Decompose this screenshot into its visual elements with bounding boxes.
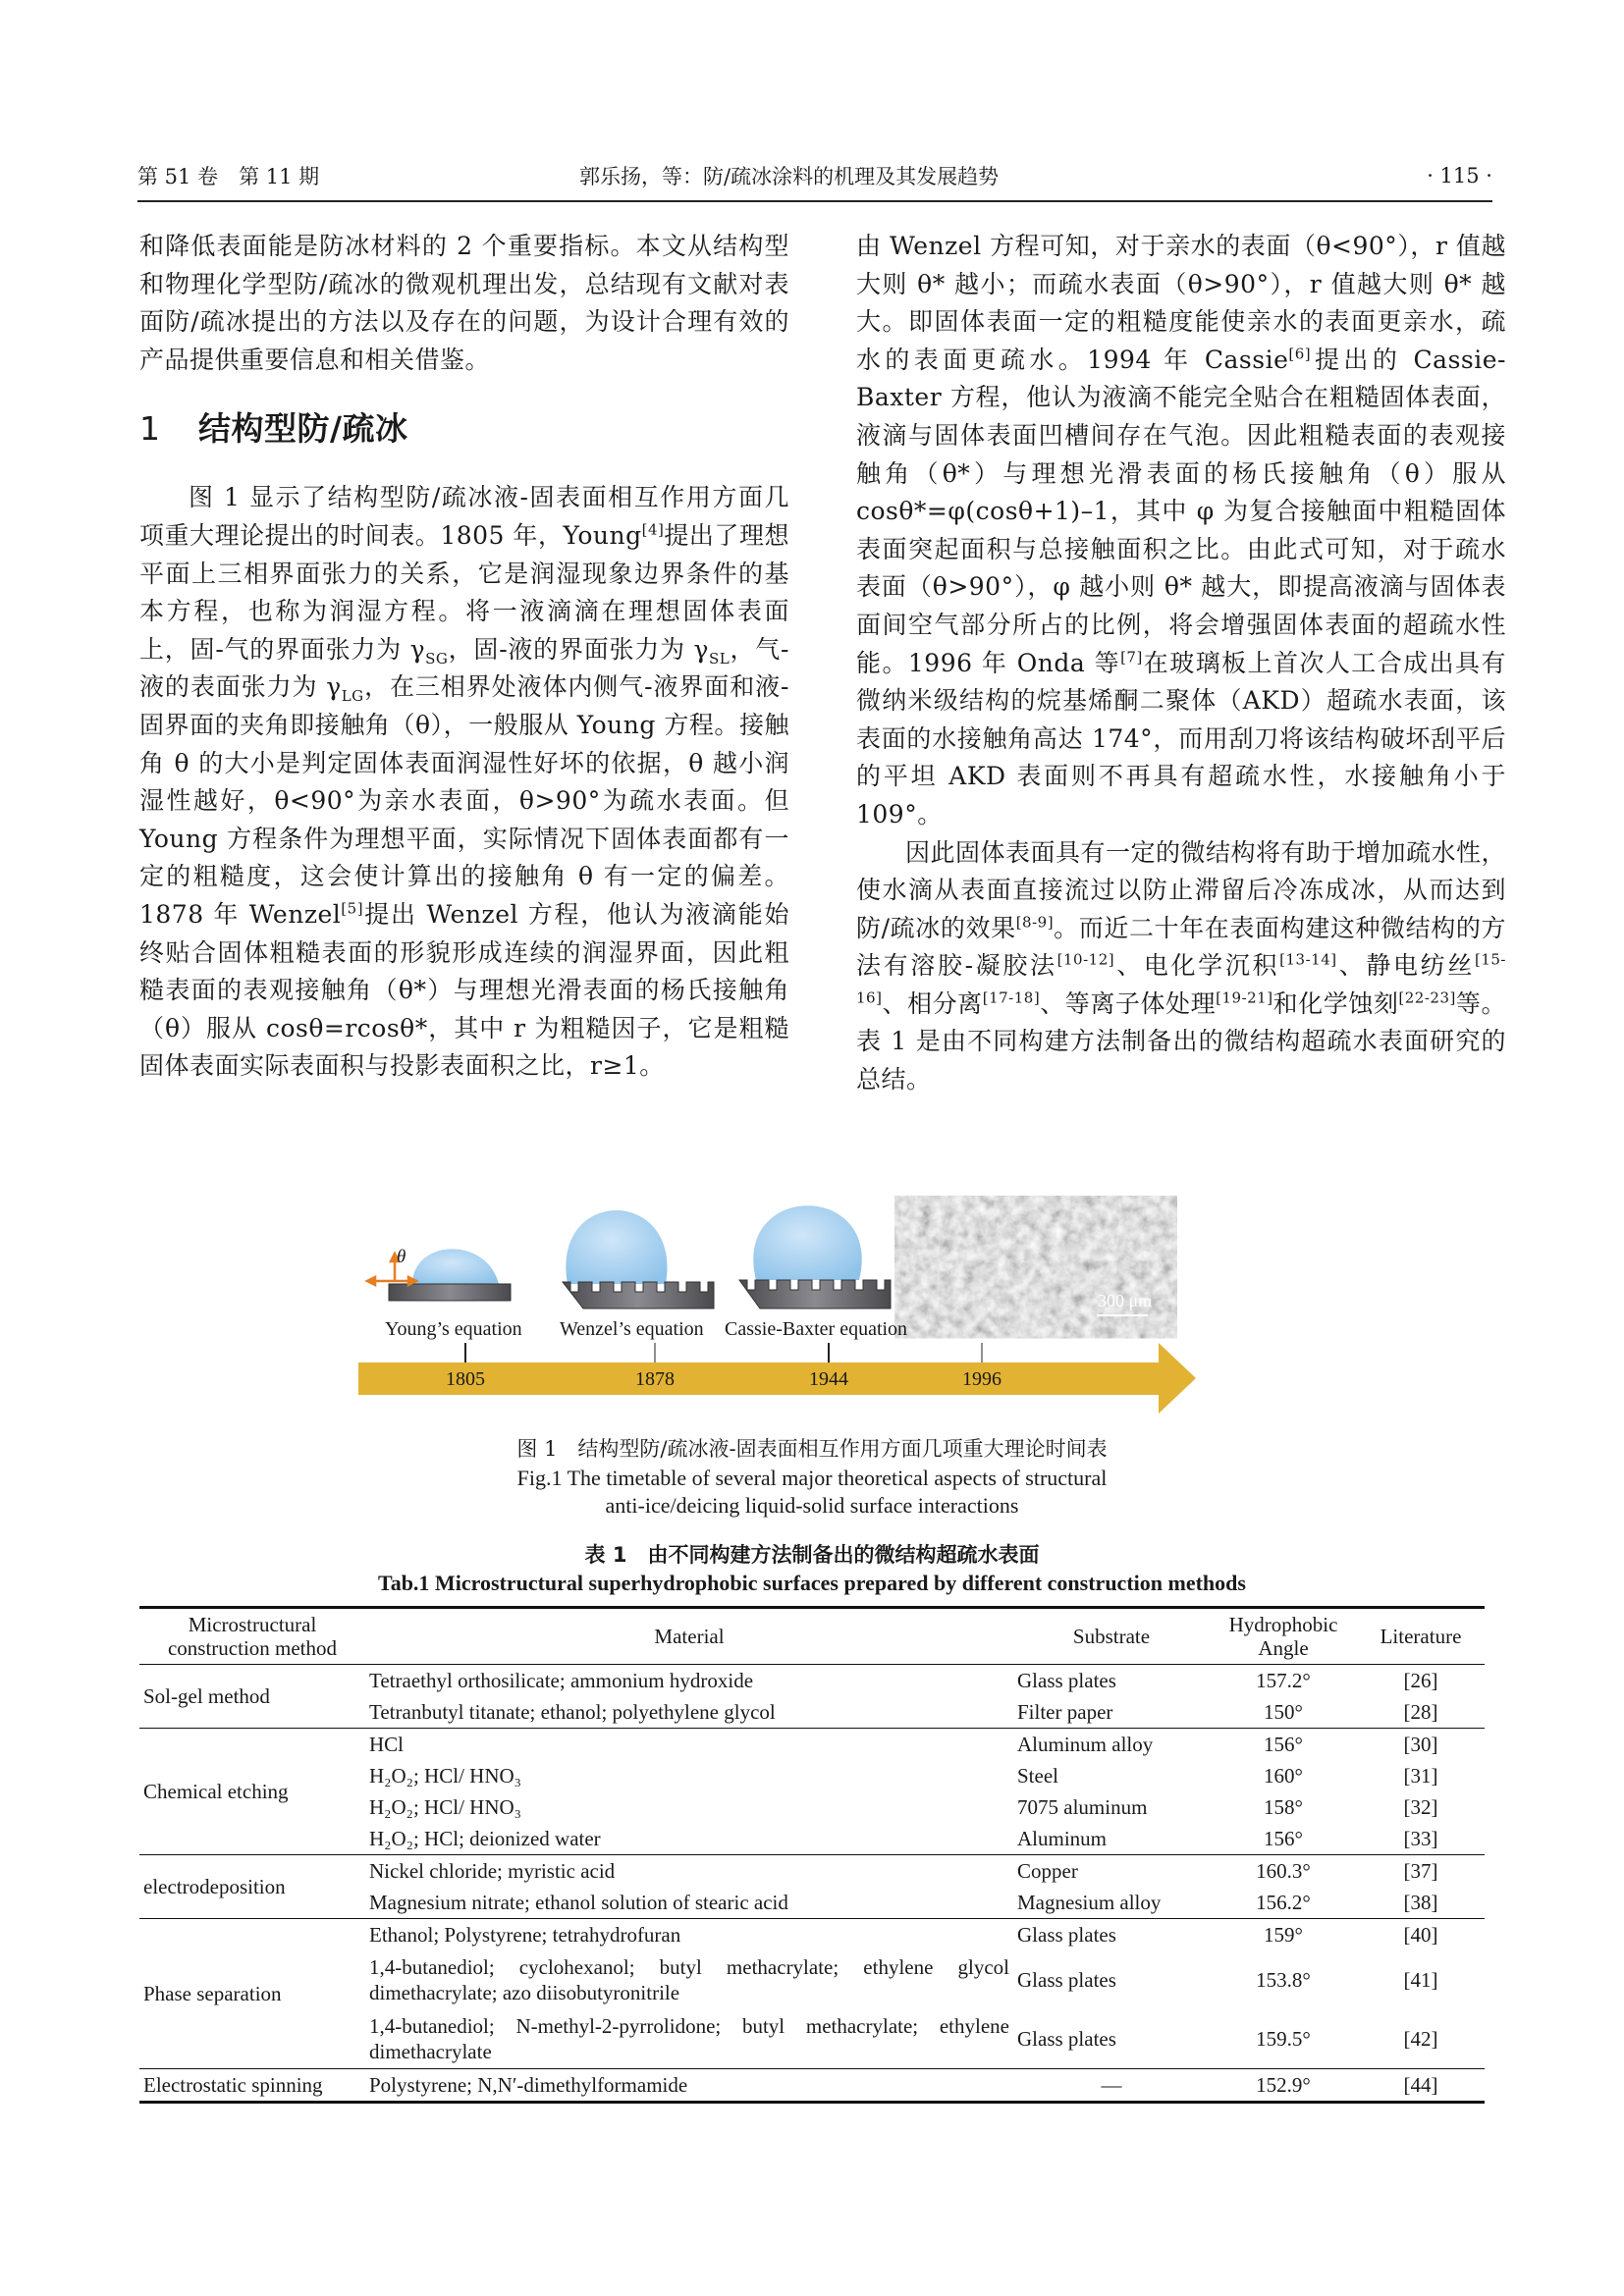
text-run: 和化学蚀刻 — [1272, 988, 1399, 1018]
cell-material: 1,4-butanediol; N-methyl-2-pyrrolidone; butyl methacrylate; ethylene dimethacrylate — [369, 2014, 1009, 2063]
cell-material: H₂O₂; HCl; deionized water — [369, 1827, 601, 1850]
text-run: 等。表 1 是由不同构建方法制备出的微结构超疏水表面研究的总结。 — [856, 988, 1506, 1095]
cell-substrate: Filter paper — [1017, 1700, 1113, 1724]
cell-method: Phase separation — [139, 1919, 365, 2069]
running-head — [137, 159, 1492, 192]
year-1805: 1805 — [446, 1368, 485, 1390]
cell-substrate: Magnesium alloy — [1017, 1891, 1162, 1914]
right-column — [856, 228, 1506, 1099]
cell-angle: 160° — [1264, 1764, 1303, 1788]
table-body — [139, 1665, 1485, 2103]
paragraph-young-wenzel — [139, 479, 789, 1086]
table-row — [139, 1665, 1485, 1697]
cell-angle: 153.8° — [1256, 1968, 1311, 1992]
year-1944: 1944 — [809, 1368, 848, 1390]
table-title-en: Tab.1 Microstructural superhydrophobic surfaces prepared by different construction methods — [378, 1571, 1246, 1595]
cell-angle: 156° — [1210, 1729, 1357, 1761]
cell-literature: [31] — [1403, 1764, 1438, 1788]
cell-substrate: Glass plates — [1017, 1968, 1116, 1992]
header-method — [139, 1608, 365, 1665]
cell-material: HCl — [365, 1729, 1013, 1761]
cell-literature: [40] — [1357, 1919, 1485, 1951]
header-text: Microstructural — [188, 1613, 317, 1636]
cell-material: Tetranbutyl titanate; ethanol; polyethylene glycol — [369, 1700, 776, 1724]
cell-angle: 160.3° — [1210, 1855, 1357, 1888]
citation-ref: [22-23] — [1398, 988, 1456, 1007]
volume-issue: 第 51 卷 第 11 期 — [137, 165, 320, 188]
cell-angle: 156° — [1264, 1827, 1303, 1850]
figure-caption-en — [295, 1465, 1329, 1520]
table-row — [139, 1919, 1485, 1951]
header-text: Hydrophobic — [1228, 1613, 1338, 1636]
cell-angle: 150° — [1264, 1700, 1303, 1724]
table-row — [139, 2069, 1485, 2103]
cell-literature: [33] — [1403, 1827, 1438, 1850]
section-title: 结构型防/疏冰 — [198, 409, 408, 449]
cassie-substrate — [739, 1280, 891, 1308]
citation-ref: [5] — [341, 899, 364, 918]
cell-substrate: Copper — [1013, 1855, 1210, 1888]
cell-material: Magnesium nitrate; ethanol solution of stearic acid — [369, 1891, 788, 1914]
left-column — [139, 228, 789, 1086]
cell-substrate: Glass plates — [1017, 1669, 1116, 1692]
cell-angle: 157.2° — [1256, 1669, 1311, 1692]
page-number: · 115 · — [1427, 164, 1492, 187]
wenzel-substrate — [563, 1282, 714, 1308]
paragraph-methods — [856, 834, 1506, 1099]
wenzel-droplet — [566, 1210, 667, 1284]
young-droplet — [412, 1249, 499, 1284]
cell-material: H₂O₂; HCl/ HNO₃ — [369, 1795, 521, 1819]
theta-label: θ — [397, 1247, 406, 1267]
table-row — [139, 1855, 1485, 1888]
cell-literature: [42] — [1403, 2027, 1438, 2051]
header-material: Material — [365, 1608, 1013, 1665]
cell-literature: [44] — [1357, 2069, 1485, 2103]
cell-literature: [38] — [1403, 1891, 1438, 1914]
text-run: 、静电纺丝 — [1336, 951, 1475, 981]
text-run: ，在三相界处液体内侧气-液界面和液-固界面的夹角即接触角（θ），一般服从 Young 方程。接触角 θ 的大小是判定固体表面润湿性好坏的依据，θ 越小润湿性越好，θ<90°为亲水表面，θ>90°为疏水表面。但 Young 方程条件为理想平面，实际情况下固体表面都有一定的粗糙度，这会使计算出的接触角 θ 有一定的偏差。1878 年 Wenzel — [139, 672, 789, 929]
header-text: Angle — [1258, 1636, 1309, 1660]
cell-angle: 159.5° — [1256, 2027, 1311, 2051]
header-rule — [137, 200, 1492, 202]
citation-ref: [19-21] — [1216, 988, 1273, 1007]
label-cassie-baxter: Cassie-Baxter equation — [725, 1318, 908, 1340]
cell-substrate: Glass plates — [1017, 2027, 1116, 2051]
scale-bar-label: 300 μm — [1098, 1291, 1153, 1310]
citation-ref: [13-14] — [1279, 950, 1337, 969]
cell-method: Electrostatic spinning — [139, 2069, 365, 2103]
cell-substrate: — — [1013, 2069, 1210, 2103]
cell-substrate: 7075 aluminum — [1017, 1795, 1148, 1819]
label-wenzel: Wenzel’s equation — [560, 1318, 704, 1340]
citation-ref: [15-16] — [856, 950, 1506, 1007]
cell-material: Nickel chloride; myristic acid — [365, 1855, 1013, 1888]
citation-ref: [10-12] — [1056, 950, 1115, 969]
text-run: 、等离子体处理 — [1040, 988, 1217, 1018]
cell-literature: [26] — [1403, 1669, 1438, 1692]
cell-substrate: Steel — [1017, 1764, 1058, 1788]
subscript: SL — [708, 649, 731, 667]
table-row — [139, 1729, 1485, 1761]
cell-substrate: Aluminum alloy — [1013, 1729, 1210, 1761]
text-run: 在玻璃板上首次人工合成出具有微纳米级结构的烷基烯酮二聚体（AKD）超疏水表面，该表面的水接触角高达 174°，而用刮刀将该结构破坏刮平后的平坦 AKD 表面则不再具有超疏水性，水接触角小于 109°。 — [856, 648, 1506, 828]
intro-paragraph: 和降低表面能是防冰材料的 2 个重要指标。本文从结构型和物理化学型防/疏冰的微观机理出发，总结现有文献对表面防/疏冰提出的方法以及存在的问题，为设计合理有效的产品提供重要信息和相关借鉴。 — [139, 232, 789, 374]
citation-ref: [8-9] — [1015, 913, 1055, 932]
text-run: 提出 Wenzel 方程，他认为液滴能始终贴合固体粗糙表面的形貌形成连续的润湿界面，因此粗糙表面的表观接触角（θ*）与理想光滑表面的杨氏接触角（θ）服从 cosθ=rcosθ*，其中 r 为粗糙因子，它是粗糙固体表面实际表面积与投影表面积之比，r≥1。 — [139, 899, 789, 1081]
cell-literature: [37] — [1357, 1855, 1485, 1888]
timeline-graphic — [353, 1196, 1286, 1431]
year-1878: 1878 — [635, 1368, 675, 1390]
text-run: 提出的 Cassie-Baxter 方程，他认为液滴不能完全贴合在粗糙固体表面，液滴与固体表面凹槽间存在气泡。因此粗糙表面的表观接触角（θ*）与理想光滑表面的杨氏接触角（θ）服从 cosθ*=φ(cosθ+1)–1，其中 φ 为复合接触面中粗糙固体表面突起面积与总接触面积之比。由此式可知，对于疏水表面（θ>90°），φ 越小则 θ* 越大，即提高液滴与固体表面间空气部分所占的比例，将会增强固体表面的超疏水性能。1996 年 Onda 等 — [856, 345, 1506, 677]
subscript: LG — [341, 687, 364, 706]
paragraph-cassie — [856, 228, 1506, 834]
cell-literature: [41] — [1403, 1968, 1438, 1992]
contact-angle-arrows-icon — [367, 1254, 416, 1285]
citation-ref: [7] — [1120, 648, 1143, 667]
caption-line: anti-ice/deicing liquid-solid surface interactions — [605, 1493, 1019, 1518]
cell-literature: [30] — [1357, 1729, 1485, 1761]
cell-material: Tetraethyl orthosilicate; ammonium hydroxide — [369, 1669, 754, 1692]
header-substrate: Substrate — [1013, 1608, 1210, 1665]
section-number: 1 — [139, 409, 161, 449]
cell-material: H₂O₂; HCl/ HNO₃ — [369, 1764, 521, 1788]
cell-method: Chemical etching — [139, 1729, 365, 1855]
text-run: 提出了理想平面上三相界面张力的关系，它是润湿现象边界条件的基本方程，也称为润湿方程。将一液滴滴在理想固体表面上，固-气的界面张力为 γ — [139, 520, 789, 664]
cell-angle: 156.2° — [1256, 1891, 1311, 1914]
text-run: ，固-液的界面张力为 γ — [448, 634, 709, 664]
text-run: ，气-液的表面张力为 γ — [139, 634, 789, 702]
caption-line: Fig.1 The timetable of several major theoretical aspects of structural — [516, 1466, 1108, 1490]
cell-angle: 158° — [1264, 1795, 1303, 1819]
figure-caption-cn: 图 1 结构型防/疏冰液-固表面相互作用方面几项重大理论时间表 — [516, 1437, 1108, 1461]
citation-ref: [17-18] — [982, 988, 1041, 1007]
young-substrate — [389, 1284, 511, 1301]
text-run: 图 1 显示了结构型防/疏冰液-固表面相互作用方面几项重大理论提出的时间表。1805 年，Young — [139, 483, 789, 550]
header-text: construction method — [167, 1636, 338, 1660]
figure-1-timeline — [353, 1196, 1286, 1431]
superhydrophobic-table — [139, 1606, 1485, 2104]
cassie-droplet — [753, 1205, 861, 1280]
cell-material: Ethanol; Polystyrene; tetrahydrofuran — [365, 1919, 1013, 1951]
text-run: 因此固体表面具有一定的微结构将有助于增加疏水性，使水滴从表面直接流过以防止滞留后冷冻成冰，从而达到防/疏冰的效果 — [856, 837, 1507, 942]
section-heading — [139, 408, 789, 450]
label-young: Young’s equation — [385, 1318, 522, 1340]
header-angle — [1210, 1608, 1357, 1665]
cell-material: Polystyrene; N,N′-dimethylformamide — [365, 2069, 1013, 2103]
text-run: 。而近二十年在表面构建这种微结构的方法有溶胶-凝胶法 — [856, 913, 1506, 981]
cell-substrate: Glass plates — [1013, 1919, 1210, 1951]
header-literature: Literature — [1357, 1608, 1485, 1665]
subscript: SG — [425, 649, 449, 667]
cell-literature: [28] — [1403, 1700, 1438, 1724]
text-run: 、电化学沉积 — [1114, 951, 1280, 981]
cell-angle: 152.9° — [1210, 2069, 1357, 2103]
cell-literature: [32] — [1403, 1795, 1438, 1819]
cell-method: electrodeposition — [139, 1855, 365, 1919]
text-run: 由 Wenzel 方程可知，对于亲水的表面（θ<90°），r 值越大则 θ* 越小；而疏水表面（θ>90°），r 值越大则 θ* 越大。即固体表面一定的粗糙度能使亲水的表面更亲水，疏水的表面更疏水。1994 年 Cassie — [856, 232, 1506, 374]
cell-material: 1,4-butanediol; cyclohexanol; butyl methacrylate; ethylene glycol dimethacrylate; azo diisobutyronitrile — [369, 1955, 1009, 2004]
table-title-cn: 表 1 由不同构建方法制备出的微结构超疏水表面 — [584, 1543, 1040, 1567]
cell-method: Sol-gel method — [143, 1684, 270, 1708]
citation-ref: [4] — [641, 520, 665, 539]
table-header-row — [139, 1608, 1485, 1665]
cell-substrate: Aluminum — [1017, 1827, 1108, 1850]
cell-angle: 159° — [1210, 1919, 1357, 1951]
article-title: 郭乐扬，等：防/疏冰涂料的机理及其发展趋势 — [579, 165, 1000, 188]
year-1996: 1996 — [962, 1368, 1001, 1390]
citation-ref: [6] — [1288, 345, 1312, 363]
text-run: 、相分离 — [882, 988, 983, 1018]
